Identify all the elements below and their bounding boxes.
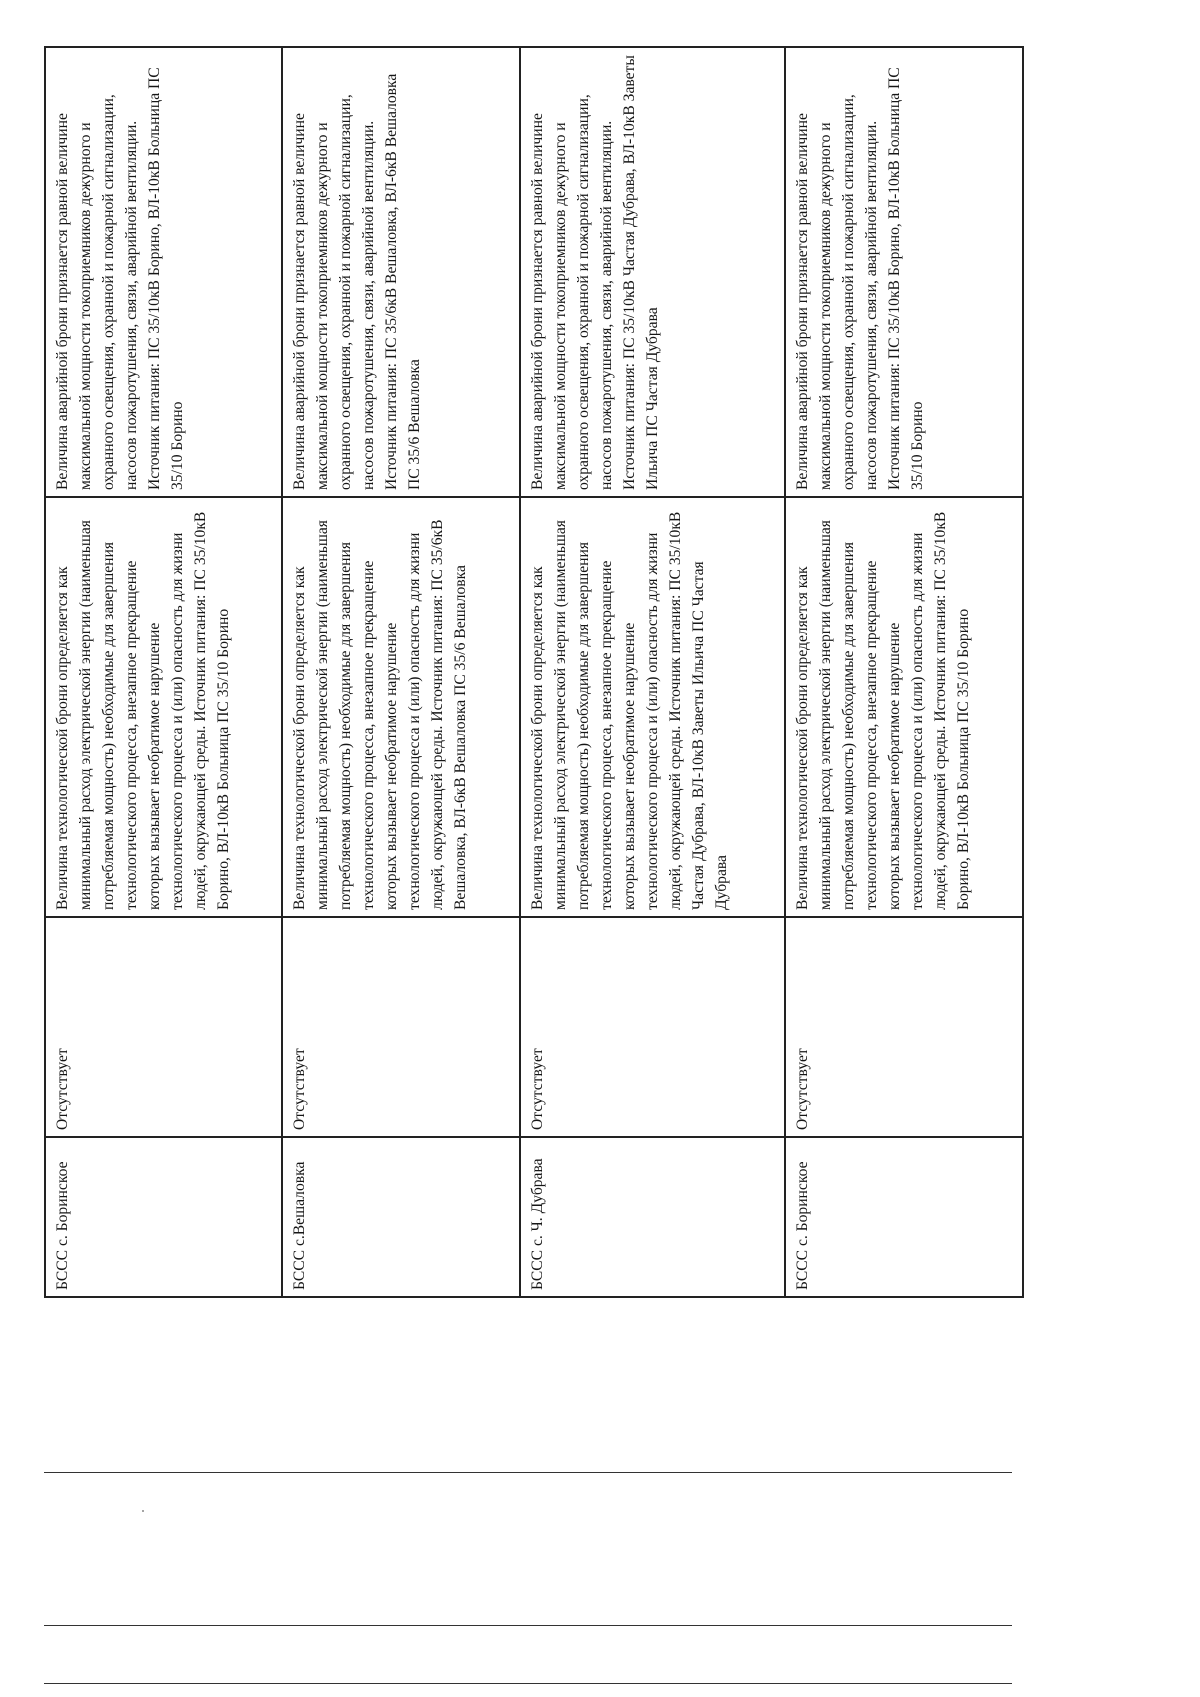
- emergency-reserve-cell: Величина аварийной брони признается равной величине максимальной мощности токоприемников дежурного и охранного освещения, охранной и пожарной сигнализации, насосов пожаротушения, связи, аварийной вентиляции. Источник питания: ПС 35/10кВ Борино, ВЛ-10кВ Больница ПС 35/10 Борино: [785, 47, 1023, 497]
- table-row: [520, 47, 786, 1297]
- table-row: [785, 47, 1023, 1297]
- facility-name-cell: БССС с. Ч. Дубрава: [520, 1137, 786, 1297]
- facility-name-cell: БССС с. Боринское: [45, 1137, 282, 1297]
- technological-reserve-cell: Величина технологической брони определяется как минимальный расход электрической энергии (наименьшая потребляемая мощность) необходимые для завершения технологического процесса, внезапное прекращение которых вызывает необратимое нарушение технологического процесса и (или) опасность для жизни людей, окружающей среды. Источник питания: ПС 35/6кВ Вешаловка, ВЛ-6кВ Вешаловка ПС 35/6 Вешаловка: [282, 497, 519, 917]
- emergency-reserve-cell: Величина аварийной брони признается равной величине максимальной мощности токоприемников дежурного и охранного освещения, охранной и пожарной сигнализации, насосов пожаротушения, связи, аварийной вентиляции. Источник питания: ПС 35/10кВ Борино, ВЛ-10кВ Больница ПС 35/10 Борино: [45, 47, 282, 497]
- technological-reserve-cell: Величина технологической брони определяется как минимальный расход электрической энергии (наименьшая потребляемая мощность) необходимые для завершения технологического процесса, внезапное прекращение которых вызывает необратимое нарушение технологического процесса и (или) опасность для жизни людей, окружающей среды. Источник питания: ПС 35/10кВ Борино, ВЛ-10кВ Больница ПС 35/10 Борино: [45, 497, 282, 917]
- rotated-table-frame: [44, 48, 1024, 1298]
- emergency-reserve-cell: Величина аварийной брони признается равной величине максимальной мощности токоприемников дежурного и охранного освещения, охранной и пожарной сигнализации, насосов пожаротушения, связи, аварийной вентиляции. Источник питания: ПС 35/6кВ Вешаловка, ВЛ-6кВ Вешаловка ПС 35/6 Вешаловка: [282, 47, 519, 497]
- divider-line: [44, 1625, 1012, 1626]
- absent-cell: Отсутствует: [45, 917, 282, 1137]
- facility-name-cell: БССС с. Боринское: [785, 1137, 1023, 1297]
- divider-line: [44, 1472, 1012, 1473]
- absent-cell: Отсутствует: [520, 917, 786, 1137]
- table-row: [282, 47, 519, 1297]
- technological-reserve-cell: Величина технологической брони определяется как минимальный расход электрической энергии (наименьшая потребляемая мощность) необходимые для завершения технологического процесса, внезапное прекращение которых вызывает необратимое нарушение технологического процесса и (или) опасность для жизни людей, окружающей среды. Источник питания: ПС 35/10кВ Частая Дубрава, ВЛ-10кВ Заветы Ильича ПС Частая Дубрава: [520, 497, 786, 917]
- scan-speck: [142, 1510, 144, 1512]
- absent-cell: Отсутствует: [785, 917, 1023, 1137]
- reservation-table: [44, 46, 1024, 1298]
- technological-reserve-cell: Величина технологической брони определяется как минимальный расход электрической энергии (наименьшая потребляемая мощность) необходимые для завершения технологического процесса, внезапное прекращение которых вызывает необратимое нарушение технологического процесса и (или) опасность для жизни людей, окружающей среды. Источник питания: ПС 35/10кВ Борино, ВЛ-10кВ Больница ПС 35/10 Борино: [785, 497, 1023, 917]
- table-row: [45, 47, 282, 1297]
- absent-cell: Отсутствует: [282, 917, 519, 1137]
- facility-name-cell: БССС с.Вешаловка: [282, 1137, 519, 1297]
- divider-line: [44, 1683, 1012, 1684]
- emergency-reserve-cell: Величина аварийной брони признается равной величине максимальной мощности токоприемников дежурного и охранного освещения, охранной и пожарной сигнализации, насосов пожаротушения, связи, аварийной вентиляции. Источник питания: ПС 35/10кВ Частая Дубрава, ВЛ-10кВ Заветы Ильича ПС Частая Дубрава: [520, 47, 786, 497]
